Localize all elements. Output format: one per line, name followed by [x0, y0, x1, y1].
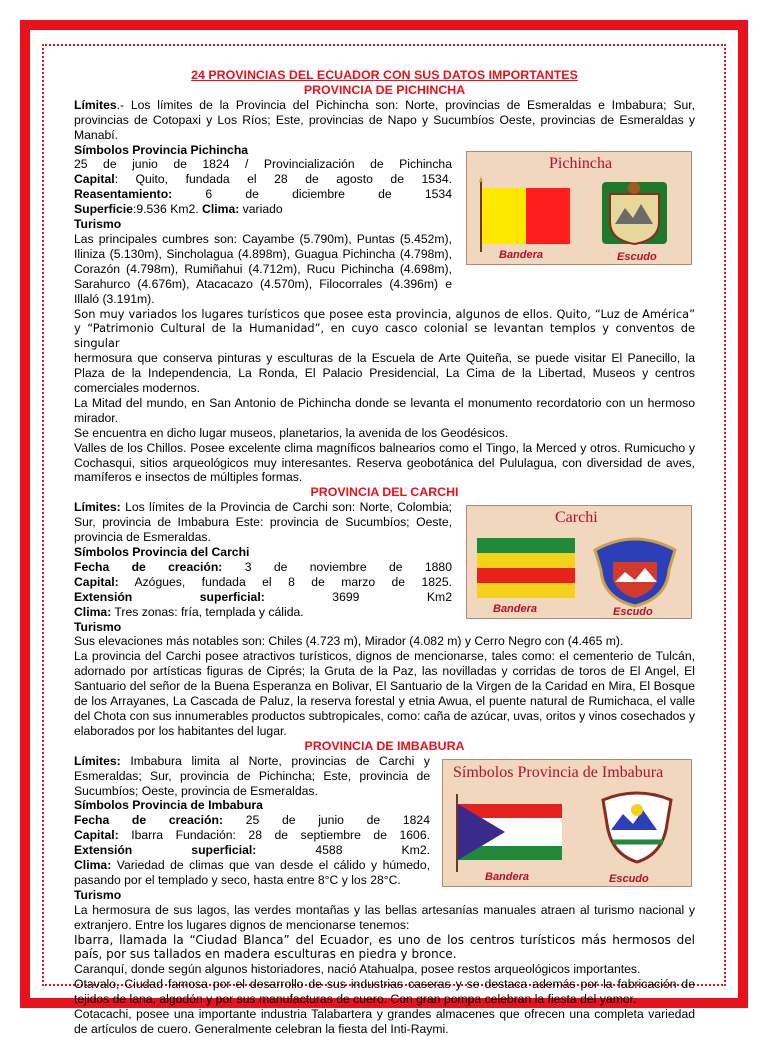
carchi-left-column [74, 500, 452, 634]
pichincha-reasentamiento: Reasentamiento: 6 de diciembre de 1534 [74, 187, 452, 202]
pichincha-capital: Capital: Quito, fundada el 28 de agosto de 1534. [74, 172, 452, 187]
pichincha-turismo-p4: La Mitad del mundo, en San Antonio de Pichincha donde se levanta el monumento recordatorio con un hermoso mirador. [74, 395, 695, 425]
pichincha-turismo-p2: Son muy variados los lugares turísticos que posee esta provincia, algunos de ellos. Quito, “Luz de América” y “Patrimonio Cultural de la Humanidad”, en cuyo casco colonial se levantan templos y conventos de singular [74, 306, 695, 351]
carchi-symbols-image [466, 505, 692, 619]
imbabura-turismo-p3: Caranquí, donde según algunos historiadores, nació Atahualpa, posee restos arqueológicos importantes. [74, 962, 641, 977]
document-body [74, 68, 695, 1037]
section-carchi [74, 485, 695, 738]
carchi-image-caption: Carchi [555, 509, 598, 527]
carchi-bandera-label: Bandera [493, 603, 538, 616]
carchi-heading: PROVINCIA DEL CARCHI [310, 485, 459, 500]
imbabura-clima: Clima: Variedad de climas que van desde el cálido y húmedo, pasando por el templado y seco, hasta entre 8°C y los 28°C. [74, 858, 430, 887]
imbabura-image-caption: Símbolos Provincia de Imbabura [453, 763, 664, 781]
pichincha-fecha: 25 de junio de 1824 / Provincialización de Pichincha [74, 157, 452, 172]
carchi-escudo-label: Escudo [613, 606, 653, 619]
section-pichincha [74, 83, 695, 485]
pichincha-turismo-heading: Turismo [74, 217, 122, 232]
pichincha-heading: PROVINCIA DE PICHINCHA [303, 82, 466, 97]
section-imbabura [74, 739, 695, 1037]
imbabura-turismo-p1: La hermosura de sus lagos, las verdes montañas y las bellas artesanías manuales atraen al turismo nacional y extranjero. Entre los lugares dignos de mencionarse tenemos: [74, 902, 695, 932]
pichincha-symbols-image [466, 151, 692, 265]
pichincha-left-column [74, 143, 452, 307]
pichincha-simbolos: Símbolos Provincia Pichincha [74, 142, 249, 157]
imbabura-turismo-p2: Ibarra, llamada la “Ciudad Blanca” del Ecuador, es uno de los centros turísticos más hermosos del país, por sus tallados en madera esculturas en piedra y bronce. [74, 932, 695, 962]
carchi-turismo-heading: Turismo [74, 619, 122, 634]
imbabura-bandera-label: Bandera [485, 870, 530, 883]
imbabura-extension: Extensión superficial: 4588 Km2. [74, 843, 430, 858]
carchi-extension: Extensión superficial: 3699 Km2 [74, 589, 452, 604]
imbabura-simbolos: Símbolos Provincia de Imbabura [74, 798, 263, 813]
pichincha-turismo-p6: Valles de los Chillos. Posee excelente clima magníficos balnearios como el Tingo, la Merced y otros. Rumicucho y Cochasqui, sitios arqueológicos muy interesantes. Reserva geobotánica del Pululagua, con diversidad de aves, mamíferos e insectos de múltiples formas. [74, 440, 695, 485]
pichincha-turismo-p5: Se encuentra en dicho lugar museos, planetarios, la avenida de los Geodésicos. [74, 425, 509, 440]
imbabura-escudo-label: Escudo [609, 872, 649, 885]
pichincha-image-caption: Pichincha [549, 154, 613, 172]
imbabura-turismo-p5: Cotacachi, posee una importante industria Talabartera y grandes almacenes que ofrecen una completa variedad de artículos de cuero. Generalmente celebran la fiesta del Inti-Raymi. [74, 1007, 695, 1036]
pichincha-bandera-label: Bandera [499, 248, 544, 261]
imbabura-turismo-p4: Otavalo, Ciudad famosa por el desarrollo de sus industrias caseras y se destaca además por la fabricación de tejidos de lana, algodón y por sus manufacturas de cuero. Con gran pompa celebran la fiesta del yamor. [74, 977, 695, 1007]
imbabura-limites: Límites: Imbabura limita al Norte, provincias de Carchi y Esmeraldas; Sur, provincia de Pichincha; Este, provincia de Sucumbíos; Oeste, provincia de Esmeraldas. [74, 753, 430, 798]
carchi-turismo-p1: Sus elevaciones más notables son: Chiles (4.723 m), Mirador (4.082 m) y Cerro Negro con (4.465 m). [74, 634, 624, 649]
imbabura-symbols-image [442, 759, 692, 887]
carchi-turismo-p2: La provincia del Carchi posee atractivos turísticos, dignos de mencionarse, tales como: el cementerio de Tulcán, adornado por artísticas figuras de Ciprés; la Gruta de la Paz, las novilladas y corridas de toros de El Angel, El Santuario del señor de la Buena Esperanza en Bolivar, El Santuario de la Virgen de la Caridad en Mira, El Bosque de los Arrayanes, La Cascada de Paluz, la reserva forestal y etnia Awua, el puente natural de Rumichaca, el valle del Chota con sus innumerables productos subtropicales, como: caña de azúcar, uvas, oritos y vinos cosechados y elaborados por los habitantes del lugar. [74, 649, 695, 738]
pichincha-superficie: Superficie:9.536 Km2. Clima: variado [74, 202, 283, 217]
pichincha-turismo-p3: hermosura que conserva pinturas y esculturas de la Escuela de Arte Quiteña, se puede visitar El Panecillo, la Plaza de la Independencia, La Ronda, El Palacio Presidencial, La Cima de la Libertad, Museos y centros comerciales modernos. [74, 351, 695, 396]
imbabura-heading: PROVINCIA DE IMBABURA [304, 738, 465, 753]
document-title: 24 PROVINCIAS DEL ECUADOR CON SUS DATOS IMPORTANTES [191, 68, 578, 82]
carchi-simbolos: Símbolos Provincia del Carchi [74, 545, 250, 559]
pichincha-limites: Límites.- Los límites de la Provincia del Pichincha son: Norte, provincias de Esmeraldas e Imbabura; Sur, provincias de Cotopaxi y Los Ríos; Este, provincias de Napo y Sucumbíos Oeste, provincias de Esmeraldas y Manabí. [74, 97, 695, 142]
carchi-clima: Clima: Tres zonas: fría, templada y cálida. [74, 604, 304, 619]
carchi-capital: Capital: Azógues, fundada el 8 de marzo de 1825. [74, 574, 452, 589]
imbabura-turismo-heading: Turismo [74, 887, 122, 902]
imbabura-fecha: Fecha de creación: 25 de junio de 1824 [74, 813, 430, 828]
imbabura-capital: Capital: Ibarra Fundación: 28 de septiembre de 1606. [74, 828, 430, 843]
imbabura-left-column [74, 754, 430, 903]
imbabura-shield-icon [443, 760, 693, 888]
pichincha-turismo-p1: Las principales cumbres son: Cayambe (5.790m), Puntas (5.452m), Iliniza (5.130m), Sincholagua (4.898m), Guagua Pichincha (4.798m), Corazón (4.798m), Rumiñahui (4.712m), Rucu Pichincha (4.698m), Sarahurco (4.676m), Atacacazo (4.570m), Filocorrales (4.396m) e Illaló (3.191m). [74, 231, 452, 306]
pichincha-escudo-label: Escudo [617, 250, 657, 263]
carchi-limites: Límites: Los límites de la Provincia de Carchi son: Norte, Colombia; Sur, provincia de Imbabura Este: provincia de Sucumbíos; Oeste, provincia de Esmeraldas. [74, 500, 452, 545]
carchi-fecha: Fecha de creación: 3 de noviembre de 1880 [74, 559, 452, 574]
